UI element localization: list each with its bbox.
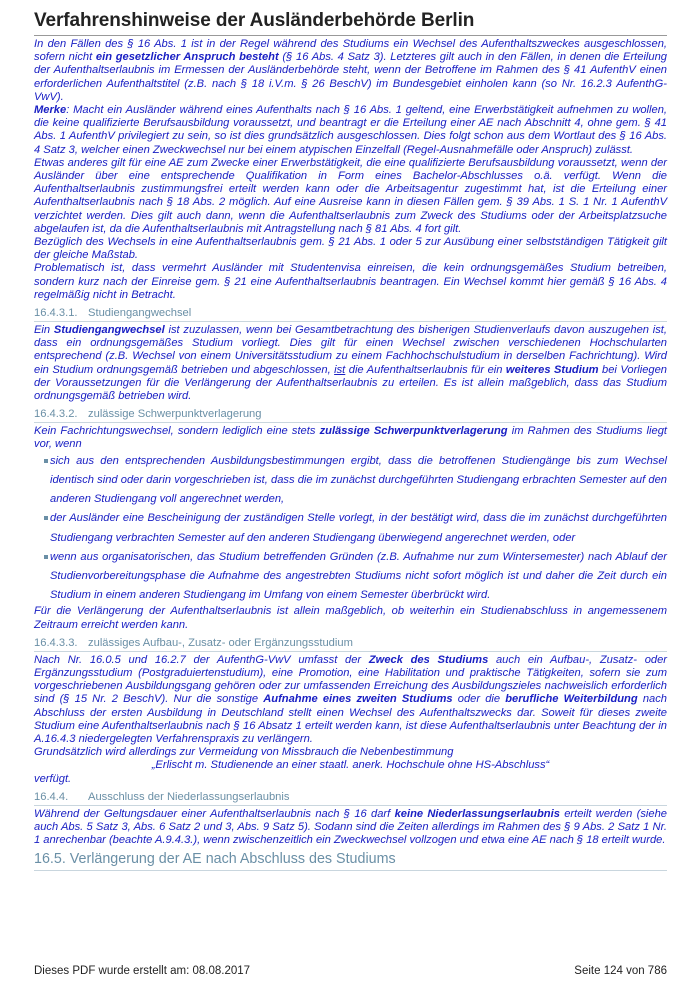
- emphasis: zulässige Schwerpunktverlagerung: [319, 425, 508, 438]
- section-heading-schwerpunktverlagerung: [34, 408, 667, 423]
- text-run: In den Fällen des § 16 Abs. 1 ist in der Regel während des Studiums ein Wechsel des Aufenthaltszweckes ausgeschlossen, sofern nicht: [34, 38, 667, 64]
- paragraph: Für die Verlängerung der Aufenthaltserlaubnis ist allein maßgeblich, ob weiterhin ein Studienabschluss in angemessenem Zeitraum erreicht werden kann.: [34, 605, 667, 631]
- quoted-condition: „Erlischt m. Studienende an einer staatl. anerk. Hochschule ohne HS-Abschluss“: [151, 759, 550, 772]
- emphasis: Studiengangwechsel: [53, 324, 165, 337]
- text-run: die Aufenthaltserlaubnis für ein: [345, 363, 506, 376]
- bullet-icon: [44, 516, 48, 520]
- section-body-schwerpunktverlagerung: [34, 425, 667, 631]
- intro-paragraph-5: Problematisch ist, dass vermehrt Ausländer mit Studentenvisa einreisen, die kein ordnungsgemäßes Studium betreiben, sondern kurz nach der Einreise gem. § 21 eine Aufenthaltserlaubnis beantragen. Ein Wechsel kommt hier gemäß § 16 Abs. 4 regelmäßig nicht in Betracht.: [34, 262, 667, 301]
- text-run: Nach Nr. 16.0.5 und 16.2.7 der AufenthG-VwV umfasst der: [34, 653, 369, 666]
- emphasis: weiteres Studium: [505, 363, 599, 376]
- list-item-text: wenn aus organisatorischen, das Studium betreffenden Gründen (z.B. Aufnahme nur zum Wintersemester) nach Ablauf der Studienvorbereitungsphase die Aufnahme des angestrebten Studiums nicht sofort möglich ist und daher die Zeit durch ein Studium in einem anderen Studiengang im Umfang von einem Semester überbrückt wird.: [50, 550, 667, 602]
- emphasis: ein gesetzlicher Anspruch besteht: [95, 51, 279, 64]
- section-heading-aufbaustudium: [34, 637, 667, 652]
- list-item-text: sich aus den entsprechenden Ausbildungsbestimmungen ergibt, dass die betroffenen Studiengänge bis zum Wechsel identisch sind oder darin vorgeschrieben ist, dass die im zunächst durchgeführten Studiengang erbrachten Semester auf den anderen Studiengang voll angerechnet werden,: [50, 454, 667, 506]
- section-heading-niederlassungserlaubnis: [34, 791, 667, 806]
- intro-paragraph-2: [34, 104, 667, 157]
- paragraph: [34, 425, 667, 451]
- text-run: im Rahmen des Studiums liegt vor, wenn: [34, 425, 667, 451]
- paragraph: verfügt.: [34, 772, 72, 785]
- emphasis: berufliche Weiterbildung: [505, 693, 638, 706]
- section-number: 16.4.3.2.: [34, 408, 78, 421]
- section-body-aufbaustudium: [34, 654, 667, 786]
- text-run: oder die: [452, 693, 506, 706]
- bullet-icon: [44, 459, 48, 463]
- intro-paragraph-3: Etwas anderes gilt für eine AE zum Zwecke einer Erwerbstätigkeit, die eine qualifizierte Berufsausbildung voraussetzt, wenn der Ausländer über eine entsprechende Qualifikation in Form eines Bachelor-Abschlusses o.ä. verfügt. Wenn die Aufenthaltserlaubnis zustimmungsfrei erteilt werden kann oder die Arbeitsagentur zugestimmt hat, ist die Erteilung einer Aufenthaltserlaubnis nach § 18 Abs. 2 möglich. Auf eine Ausreise kann in diesen Fällen gem. § 39 Abs. 1 S. 1 Nr. 1 AufenthV verzichtet werden. Dies gilt auch dann, wenn die Aufenthaltserlaubnis zum Zweck des Studiums oder der Arbeitsplatzsuche abgelaufen ist, da die Aufenthaltserlaubnis mit Antragstellung nach § 81 Abs. 4 fort gilt.: [34, 156, 667, 235]
- text-run: bei Vorliegen der Voraussetzungen für die Verlängerung der Aufenthaltserlaubnis zu erteilen. Es ist allein maßgeblich, dass das Studium ordnungsgemäß betrieben wird.: [34, 363, 668, 403]
- section-title: Ausschluss der Niederlassungserlaubnis: [88, 790, 290, 803]
- section-title: Studiengangwechsel: [88, 307, 192, 320]
- section-number: 16.4.3.3.: [34, 636, 78, 649]
- emphasis: Aufnahme eines zweiten Studiums: [263, 693, 453, 706]
- list-item: [34, 509, 667, 547]
- text-run: Kein Fachrichtungswechsel, sondern lediglich eine stets: [34, 425, 320, 438]
- section-title: zulässige Schwerpunktverlagerung: [88, 408, 262, 421]
- text-run: ist zuzulassen, wenn bei Gesamtbetrachtung des bisherigen Studienverlaufs davon auszugehen ist, dass ein ordnungsgemäßes Studium vorliegt. Dies gilt für einen Wechsel zwischen verschiedenen Hochschularten entsprechend (z.B. Wechsel von einem Universitätsstudium zu einem Fachhochschulstudium in derselben Fachrichtung). Wird ein Studium ordnungsgemäß betrieben und abgeschlossen,: [34, 324, 668, 376]
- text-run: : Macht ein Ausländer während eines Aufenthalts nach § 16 Abs. 1 geltend, eine Erwerbstätigkeit aufnehmen zu wollen, die keine qualifizierte Berufsausbildung voraussetzt, und beantragt er die Erteilung einer AE nach Abschnitt 4, ohne gem. § 41 Abs. 1 AufenthV privilegiert zu sein, so ist dies grundsätzlich ausgeschlossen. Dies folgt schon aus dem Wortlaut des § 16 Abs. 4 Satz 3, welcher einen Zweckwechsel nur bei einem atypischen Einzelfall (Regel-Ausnahmefälle oder Anspruch) zulässt.: [34, 104, 667, 156]
- section-heading-studiengangwechsel: [34, 307, 667, 322]
- paragraph: Grundsätzlich wird allerdings zur Vermeidung von Missbrauch die Nebenbestimmung: [34, 746, 454, 759]
- section-title: zulässiges Aufbau-, Zusatz- oder Ergänzungsstudium: [88, 636, 353, 649]
- emphasis: Zweck des Studiums: [368, 653, 489, 666]
- emphasis: keine Niederlassungserlaubnis: [394, 807, 560, 820]
- paragraph: [34, 324, 667, 403]
- page-footer: [34, 965, 667, 977]
- emphasis: Merke: [34, 104, 67, 117]
- text-run: Ein: [34, 324, 54, 337]
- paragraph: [34, 808, 667, 848]
- list-item: [34, 452, 667, 510]
- underlined-text: ist: [334, 363, 346, 376]
- text-run: erteilt werden (siehe auch Abs. 5 Satz 3, Abs. 6 Satz 2 und 3, Abs. 9 Satz 5). Sodann sind die Zeiten allerdings im Rahmen des § 9 Abs. 2 Satz 1 Nr. 1 anrechenbar (beachte A.9.4.3.), wenn zwischenzeitlich ein Zweckwechsel vollzogen und etwa eine AE nach § 18 erteilt wurde.: [34, 807, 667, 847]
- intro-block: [34, 38, 667, 302]
- text-run: auch ein Aufbau-, Zusatz- oder Ergänzungsstudium (Postgraduiertenstudium), eine Promotion, eine Habilitation und praktische Tätigkeiten, sofern sie zum vorgeschriebenen Ausbildungsgang gehören oder zur umfassenden Erreichung des Ausbildungszieles nachweislich erforderlich sind (§ 15 Nr. 2 BeschV). Nur die sonstige: [34, 653, 667, 706]
- section-heading-verlaengerung: 16.5. Verlängerung der AE nach Abschluss des Studiums: [34, 851, 667, 871]
- section-number: 16.4.3.1.: [34, 307, 78, 320]
- text-run: (§ 16 Abs. 4 Satz 3). Letzteres gilt auch in den Fällen, in denen die Erteilung der Aufenthaltserlaubnis im Ermessen der Ausländerbehörde steht, wenn der Betroffene im Rahmen des § 41 AufenthV einen erforderlichen Aufenthaltstitel (z.B. nach § 18 i.V.m. § 26 BeschV) im Bundesgebiet einholen kann (so Nr. 16.2.3 AufenthG- VwV).: [34, 51, 667, 103]
- footer-page-number: Seite 124 von 786: [574, 965, 667, 977]
- section-body-studiengangwechsel: [34, 324, 667, 403]
- intro-paragraph-1: [34, 38, 667, 104]
- list-item: [34, 548, 667, 606]
- bullet-icon: [44, 555, 48, 559]
- section-number: 16.4.4.: [34, 790, 69, 803]
- intro-paragraph-4: Bezüglich des Wechsels in eine Aufenthaltserlaubnis gem. § 21 Abs. 1 oder 5 zur Ausübung einer selbstständigen Tätigkeit gilt der gleiche Maßstab.: [34, 236, 667, 262]
- page-title: Verfahrenshinweise der Ausländerbehörde Berlin: [34, 10, 667, 36]
- bullet-list: [34, 452, 667, 606]
- paragraph: [34, 654, 667, 746]
- document-page: [34, 10, 667, 871]
- list-item-text: der Ausländer eine Bescheinigung der zuständigen Stelle vorlegt, in der bestätigt wird, dass die im zunächst durchgeführten Studiengang verbrachten Semester auf den anderen Studiengang überwiegend angerechnet werden, oder: [50, 512, 667, 544]
- footer-created-date: Dieses PDF wurde erstellt am: 08.08.2017: [34, 965, 251, 977]
- text-run: nach Abschluss der ersten Ausbildung in Deutschland stellt einen Wechsel des Aufenthaltszwecks dar. Soweit für dieses zweite Studium eine Aufenthaltserlaubnis nach § 16 Absatz 1 erteilt werden kann, ist diese Aufenthaltserlaubnis unter Beachtung der in A.16.4.3 niedergelegten Verfahrenspraxis zu verlängern.: [34, 693, 667, 745]
- text-run: Während der Geltungsdauer einer Aufenthaltserlaubnis nach § 16 darf: [34, 807, 395, 820]
- section-body-niederlassungserlaubnis: [34, 808, 667, 848]
